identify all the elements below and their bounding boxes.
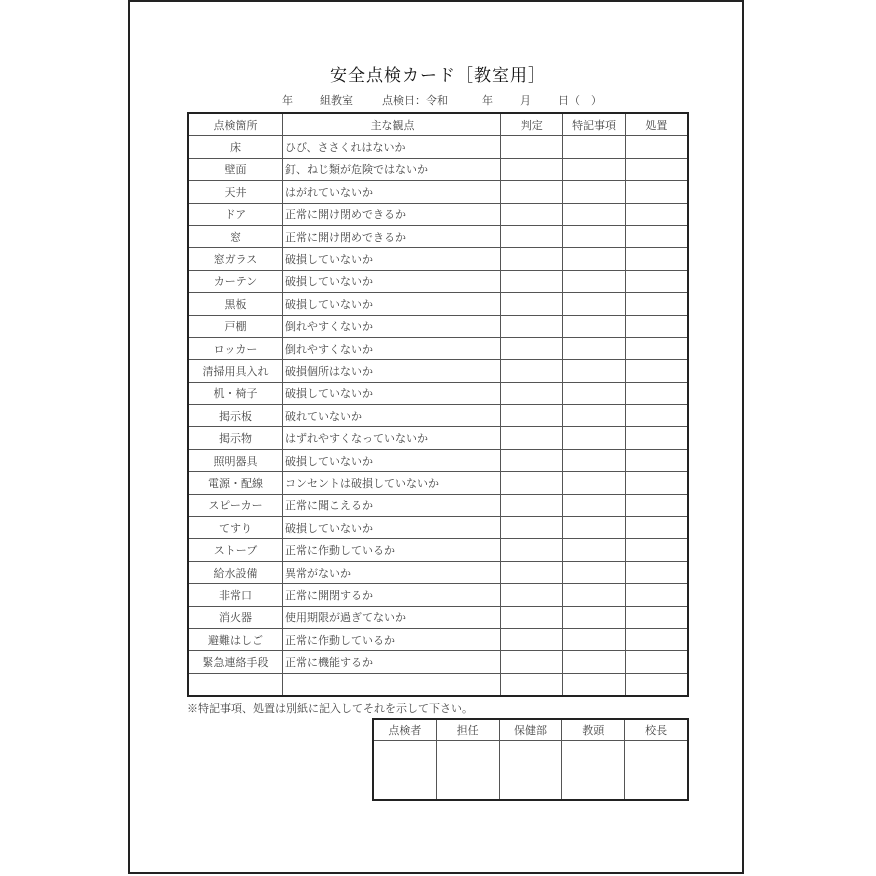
point-cell: 破損していないか bbox=[282, 270, 500, 292]
table-row bbox=[188, 539, 688, 561]
column-header-judgement: 判定 bbox=[501, 113, 563, 136]
year-label: 年 bbox=[282, 94, 293, 107]
class-label: 組教室 bbox=[320, 94, 353, 107]
point-cell bbox=[282, 673, 500, 696]
table-row bbox=[188, 405, 688, 427]
inspection-date-label: 点検日：令和 bbox=[382, 94, 448, 107]
action-cell[interactable] bbox=[625, 405, 688, 427]
footnote: ※特記事項、処置は別紙に記入してそれを示して下さい。 bbox=[187, 702, 473, 715]
judgement-cell[interactable] bbox=[501, 606, 563, 628]
point-cell: 破れていないか bbox=[282, 405, 500, 427]
judgement-cell[interactable] bbox=[501, 628, 563, 650]
table-row bbox=[188, 382, 688, 404]
judgement-cell[interactable] bbox=[501, 382, 563, 404]
judgement-cell[interactable] bbox=[501, 158, 563, 180]
remarks-cell[interactable] bbox=[563, 158, 625, 180]
point-cell: コンセントは破損していないか bbox=[282, 472, 500, 494]
remarks-cell[interactable] bbox=[563, 449, 625, 471]
judgement-cell[interactable] bbox=[501, 337, 563, 359]
place-cell: カーテン bbox=[188, 270, 282, 292]
day-label: 日（ ） bbox=[558, 94, 602, 107]
point-cell: ひび、ささくれはないか bbox=[282, 136, 500, 158]
column-header-point: 主な観点 bbox=[282, 113, 500, 136]
table-row bbox=[188, 315, 688, 337]
remarks-cell[interactable] bbox=[563, 203, 625, 225]
table-row bbox=[188, 449, 688, 471]
action-cell[interactable] bbox=[625, 628, 688, 650]
judgement-cell[interactable] bbox=[501, 539, 563, 561]
signature-box-vice-principal[interactable] bbox=[562, 741, 625, 801]
table-row bbox=[188, 158, 688, 180]
place-cell: 戸棚 bbox=[188, 315, 282, 337]
point-cell: 倒れやすくないか bbox=[282, 315, 500, 337]
table-row bbox=[188, 673, 688, 696]
action-cell[interactable] bbox=[625, 584, 688, 606]
judgement-cell[interactable] bbox=[501, 405, 563, 427]
judgement-cell[interactable] bbox=[501, 293, 563, 315]
place-cell: 掲示物 bbox=[188, 427, 282, 449]
point-cell: 正常に作動しているか bbox=[282, 628, 500, 650]
judgement-cell[interactable] bbox=[501, 651, 563, 673]
action-cell[interactable] bbox=[625, 561, 688, 583]
place-cell: ドア bbox=[188, 203, 282, 225]
place-cell: 消火器 bbox=[188, 606, 282, 628]
table-row bbox=[188, 561, 688, 583]
remarks-cell[interactable] bbox=[563, 405, 625, 427]
remarks-cell[interactable] bbox=[563, 360, 625, 382]
place-cell: ロッカー bbox=[188, 337, 282, 359]
year2-label: 年 bbox=[482, 94, 493, 107]
action-cell[interactable] bbox=[625, 136, 688, 158]
point-cell: 釘、ねじ類が危険ではないか bbox=[282, 158, 500, 180]
place-cell: 天井 bbox=[188, 181, 282, 203]
place-cell: 床 bbox=[188, 136, 282, 158]
place-cell: 窓 bbox=[188, 225, 282, 247]
place-cell: 机・椅子 bbox=[188, 382, 282, 404]
point-cell: はがれていないか bbox=[282, 181, 500, 203]
point-cell: 正常に聞こえるか bbox=[282, 494, 500, 516]
action-cell[interactable] bbox=[625, 181, 688, 203]
remarks-cell[interactable] bbox=[563, 136, 625, 158]
column-header-place: 点検箇所 bbox=[188, 113, 282, 136]
remarks-cell[interactable] bbox=[563, 494, 625, 516]
action-cell[interactable] bbox=[625, 158, 688, 180]
action-cell[interactable] bbox=[625, 517, 688, 539]
action-cell[interactable] bbox=[625, 449, 688, 471]
table-row bbox=[188, 203, 688, 225]
remarks-cell[interactable] bbox=[563, 561, 625, 583]
remarks-cell[interactable] bbox=[563, 382, 625, 404]
action-cell[interactable] bbox=[625, 673, 688, 696]
point-cell: 正常に作動しているか bbox=[282, 539, 500, 561]
inspection-table bbox=[187, 112, 689, 697]
place-cell: てすり bbox=[188, 517, 282, 539]
action-cell[interactable] bbox=[625, 472, 688, 494]
point-cell: 正常に機能するか bbox=[282, 651, 500, 673]
signature-box-health[interactable] bbox=[499, 741, 562, 801]
signature-box-homeroom[interactable] bbox=[436, 741, 499, 801]
judgement-cell[interactable] bbox=[501, 517, 563, 539]
place-cell: 非常口 bbox=[188, 584, 282, 606]
table-row bbox=[188, 225, 688, 247]
place-cell: 清掃用具入れ bbox=[188, 360, 282, 382]
place-cell: 照明器具 bbox=[188, 449, 282, 471]
remarks-cell[interactable] bbox=[563, 628, 625, 650]
remarks-cell[interactable] bbox=[563, 181, 625, 203]
page-title: 安全点検カード［教室用］ bbox=[330, 66, 546, 86]
point-cell: 異常がないか bbox=[282, 561, 500, 583]
point-cell: 使用期限が過ぎてないか bbox=[282, 606, 500, 628]
remarks-cell[interactable] bbox=[563, 337, 625, 359]
point-cell: 破損個所はないか bbox=[282, 360, 500, 382]
action-cell[interactable] bbox=[625, 651, 688, 673]
place-cell: 避難はしご bbox=[188, 628, 282, 650]
judgement-cell[interactable] bbox=[501, 181, 563, 203]
remarks-cell[interactable] bbox=[563, 225, 625, 247]
remarks-cell[interactable] bbox=[563, 651, 625, 673]
table-header-row bbox=[188, 113, 688, 136]
remarks-cell[interactable] bbox=[563, 517, 625, 539]
table-row bbox=[188, 606, 688, 628]
point-cell: 破損していないか bbox=[282, 382, 500, 404]
judgement-cell[interactable] bbox=[501, 225, 563, 247]
remarks-cell[interactable] bbox=[563, 584, 625, 606]
judgement-cell[interactable] bbox=[501, 584, 563, 606]
place-cell: ストーブ bbox=[188, 539, 282, 561]
judgement-cell[interactable] bbox=[501, 203, 563, 225]
table-row bbox=[188, 293, 688, 315]
judgement-cell[interactable] bbox=[501, 494, 563, 516]
signature-header-principal: 校長 bbox=[625, 719, 688, 741]
place-cell: 壁面 bbox=[188, 158, 282, 180]
judgement-cell[interactable] bbox=[501, 315, 563, 337]
table-row bbox=[188, 248, 688, 270]
action-cell[interactable] bbox=[625, 539, 688, 561]
action-cell[interactable] bbox=[625, 337, 688, 359]
place-cell: 緊急連絡手段 bbox=[188, 651, 282, 673]
place-cell: 給水設備 bbox=[188, 561, 282, 583]
point-cell: 正常に開閉するか bbox=[282, 584, 500, 606]
action-cell[interactable] bbox=[625, 225, 688, 247]
signature-table bbox=[372, 718, 689, 801]
action-cell[interactable] bbox=[625, 382, 688, 404]
table-row bbox=[188, 651, 688, 673]
point-cell: 正常に開け閉めできるか bbox=[282, 225, 500, 247]
table-row bbox=[188, 472, 688, 494]
remarks-cell[interactable] bbox=[563, 270, 625, 292]
action-cell[interactable] bbox=[625, 427, 688, 449]
action-cell[interactable] bbox=[625, 360, 688, 382]
action-cell[interactable] bbox=[625, 203, 688, 225]
table-row bbox=[188, 360, 688, 382]
remarks-cell[interactable] bbox=[563, 248, 625, 270]
remarks-cell[interactable] bbox=[563, 315, 625, 337]
remarks-cell[interactable] bbox=[563, 472, 625, 494]
place-cell: 掲示板 bbox=[188, 405, 282, 427]
action-cell[interactable] bbox=[625, 270, 688, 292]
signature-header-inspector: 点検者 bbox=[373, 719, 436, 741]
table-row bbox=[188, 427, 688, 449]
remarks-cell[interactable] bbox=[563, 293, 625, 315]
table-row bbox=[188, 270, 688, 292]
place-cell: スピーカー bbox=[188, 494, 282, 516]
table-row bbox=[188, 494, 688, 516]
signature-header-health: 保健部 bbox=[499, 719, 562, 741]
judgement-cell[interactable] bbox=[501, 360, 563, 382]
signature-box-principal[interactable] bbox=[625, 741, 688, 801]
point-cell: 破損していないか bbox=[282, 248, 500, 270]
action-cell[interactable] bbox=[625, 315, 688, 337]
action-cell[interactable] bbox=[625, 248, 688, 270]
signature-header-vice-principal: 教頭 bbox=[562, 719, 625, 741]
table-row bbox=[188, 628, 688, 650]
point-cell: 破損していないか bbox=[282, 517, 500, 539]
judgement-cell[interactable] bbox=[501, 673, 563, 696]
judgement-cell[interactable] bbox=[501, 248, 563, 270]
place-cell: 電源・配線 bbox=[188, 472, 282, 494]
table-row bbox=[188, 517, 688, 539]
remarks-cell[interactable] bbox=[563, 427, 625, 449]
point-cell: 破損していないか bbox=[282, 449, 500, 471]
point-cell: 破損していないか bbox=[282, 293, 500, 315]
judgement-cell[interactable] bbox=[501, 561, 563, 583]
judgement-cell[interactable] bbox=[501, 270, 563, 292]
table-row bbox=[188, 337, 688, 359]
judgement-cell[interactable] bbox=[501, 136, 563, 158]
judgement-cell[interactable] bbox=[501, 427, 563, 449]
action-cell[interactable] bbox=[625, 293, 688, 315]
point-cell: 倒れやすくないか bbox=[282, 337, 500, 359]
place-cell bbox=[188, 673, 282, 696]
remarks-cell[interactable] bbox=[563, 606, 625, 628]
judgement-cell[interactable] bbox=[501, 472, 563, 494]
point-cell: 正常に開け閉めできるか bbox=[282, 203, 500, 225]
table-row bbox=[188, 584, 688, 606]
signature-box-inspector[interactable] bbox=[373, 741, 436, 801]
signature-header-homeroom: 担任 bbox=[436, 719, 499, 741]
judgement-cell[interactable] bbox=[501, 449, 563, 471]
place-cell: 窓ガラス bbox=[188, 248, 282, 270]
column-header-remarks: 特記事項 bbox=[563, 113, 625, 136]
point-cell: はずれやすくなっていないか bbox=[282, 427, 500, 449]
remarks-cell[interactable] bbox=[563, 539, 625, 561]
column-header-action: 処置 bbox=[625, 113, 688, 136]
action-cell[interactable] bbox=[625, 494, 688, 516]
month-label: 月 bbox=[520, 94, 531, 107]
table-row bbox=[188, 181, 688, 203]
place-cell: 黒板 bbox=[188, 293, 282, 315]
table-row bbox=[188, 136, 688, 158]
remarks-cell[interactable] bbox=[563, 673, 625, 696]
action-cell[interactable] bbox=[625, 606, 688, 628]
